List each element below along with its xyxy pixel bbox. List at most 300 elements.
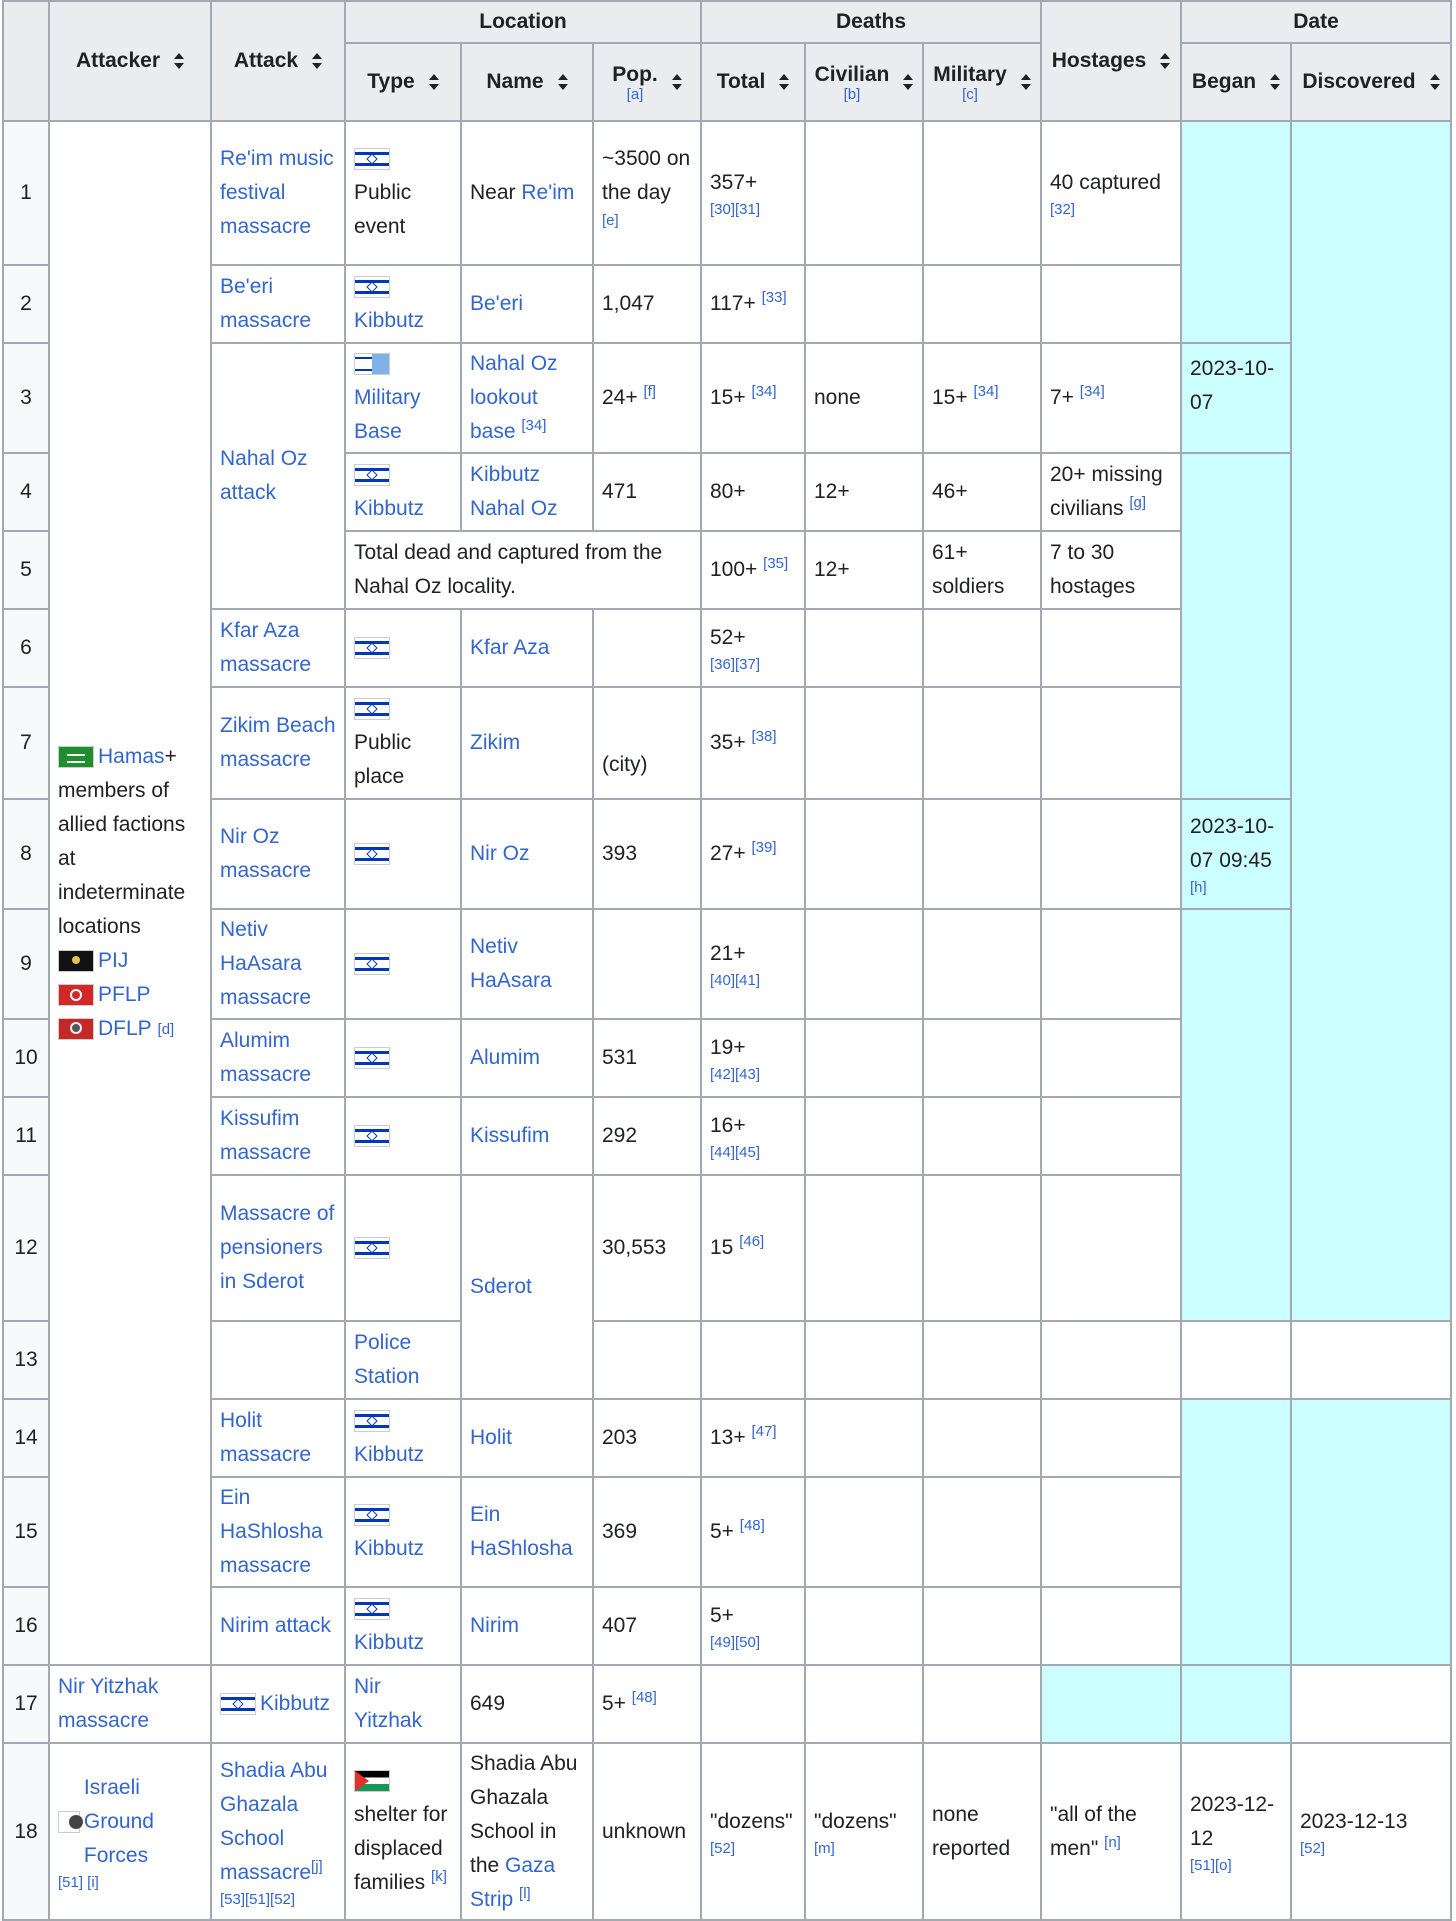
footnote-ref[interactable]: [d]: [157, 1020, 175, 1038]
name-cell: [462, 266, 594, 344]
footnote-ref[interactable]: [39]: [751, 839, 777, 856]
attack-cell: [212, 122, 346, 266]
began-cell: [1182, 910, 1292, 1322]
footnote-ref[interactable]: [51] [i]: [58, 1873, 99, 1891]
total-cell: 27+ [39]: [702, 800, 806, 910]
row-number: 4: [2, 454, 50, 532]
sort-icon[interactable]: [1160, 53, 1170, 69]
attack-link[interactable]: Kissufim massacre: [220, 1107, 312, 1164]
attack-link[interactable]: Nir Yitzhak massacre: [58, 1675, 159, 1732]
hostages-cell: [1042, 610, 1182, 688]
total-cell: 80+: [702, 454, 806, 532]
hostages-cell: [1042, 1588, 1182, 1666]
location-link[interactable]: Ein HaShlosha: [470, 1503, 573, 1560]
name-cell: [462, 1400, 594, 1478]
civilian-cell: [806, 1478, 924, 1588]
civilian-cell: [806, 1098, 924, 1176]
name-cell: [462, 610, 594, 688]
row-number: 11: [2, 1098, 50, 1176]
header-began[interactable]: Began: [1182, 44, 1292, 122]
footnote-ref[interactable]: [47]: [751, 1423, 777, 1440]
location-link[interactable]: Re'im: [521, 181, 575, 204]
footnote-ref[interactable]: [51][o]: [1190, 1856, 1232, 1874]
total-cell: 52+ [36][37]: [702, 610, 806, 688]
sort-icon[interactable]: [429, 74, 439, 90]
israel-flag-icon: [354, 843, 390, 865]
footnote-ref[interactable]: [g]: [1129, 494, 1147, 511]
began-cell: 2023-10-07 09:45 [h]: [1182, 800, 1292, 910]
pop-cell: 649: [462, 1666, 594, 1744]
military-cell: 46+: [924, 454, 1042, 532]
name-cell: [462, 1098, 594, 1176]
type-link[interactable]: Kibbutz: [354, 1537, 425, 1560]
attack-cell: [212, 1098, 346, 1176]
attack-cell: [212, 1322, 346, 1400]
hostages-cell: [1042, 1176, 1182, 1322]
row-number: 15: [2, 1478, 50, 1588]
pop-cell: 471: [594, 454, 702, 532]
attack-cell: [212, 1588, 346, 1666]
location-link[interactable]: Nir Oz: [470, 842, 530, 865]
row-number: 3: [2, 344, 50, 454]
attack-link[interactable]: Massacre of pensioners in Sderot: [220, 1202, 335, 1293]
type-link[interactable]: Military Base: [354, 386, 421, 443]
israel-flag-icon: [354, 148, 390, 170]
footnote-ref[interactable]: [35]: [763, 555, 789, 572]
attack-cell: [212, 266, 346, 344]
attack-link[interactable]: Re'im music festival massacre: [220, 147, 334, 238]
location-link[interactable]: Netiv HaAsara: [470, 935, 552, 992]
israel-flag-icon: [354, 953, 390, 975]
type-cell: [346, 800, 462, 910]
total-cell: [702, 1322, 806, 1400]
attack-cell: [212, 1744, 346, 1921]
civilian-cell: [806, 800, 924, 910]
total-cell: 21+ [40][41]: [702, 910, 806, 1020]
header-location: Location: [346, 0, 702, 44]
header-total[interactable]: Total: [702, 44, 806, 122]
footnote-ref[interactable]: [l]: [519, 1884, 531, 1902]
attack-link[interactable]: Zikim Beach massacre: [220, 714, 336, 771]
footnote-ref[interactable]: [e]: [602, 212, 619, 229]
israel-flag-icon: [354, 698, 390, 720]
footnote-ref[interactable]: [k]: [431, 1867, 447, 1885]
type-cell: [346, 1588, 462, 1666]
attacker-description: members of allied factions at indeterminate locations: [58, 779, 186, 938]
military-cell: [924, 1020, 1042, 1098]
attack-cell: [212, 1400, 346, 1478]
location-link[interactable]: Alumim: [470, 1046, 541, 1069]
footnote-ref[interactable]: [m]: [814, 1839, 835, 1857]
attacker-cell: [50, 1666, 212, 1744]
location-link[interactable]: Be'eri: [470, 292, 524, 315]
total-cell: 35+ [38]: [702, 688, 806, 800]
began-cell: [1182, 122, 1292, 344]
civilian-cell: [806, 266, 924, 344]
location-link[interactable]: Kibbutz Nahal Oz: [470, 463, 558, 520]
location-link[interactable]: Kfar Aza: [470, 636, 550, 659]
row-number: 7: [2, 688, 50, 800]
pop-cell: 292: [594, 1098, 702, 1176]
hostages-cell: [1042, 910, 1182, 1020]
empty-cell: [806, 1666, 924, 1744]
footnote-ref[interactable]: [j]: [311, 1857, 323, 1875]
header-military[interactable]: Military [c]: [924, 44, 1042, 122]
civilian-cell: [806, 688, 924, 800]
total-cell: 100+ [35]: [702, 532, 806, 610]
hamas-link[interactable]: Hamas: [98, 745, 165, 768]
dflp-link[interactable]: DFLP: [98, 1017, 152, 1040]
hostages-cell: [1042, 1400, 1182, 1478]
attack-cell: [212, 1478, 346, 1588]
header-type[interactable]: Type: [346, 44, 462, 122]
civilian-cell: [806, 1400, 924, 1478]
row-number: 17: [2, 1666, 50, 1744]
footnote-ref[interactable]: [34]: [751, 383, 777, 400]
total-cell: 19+ [42][43]: [702, 1020, 806, 1098]
row-number: 6: [2, 610, 50, 688]
footnote-ref[interactable]: [40][41]: [710, 972, 761, 989]
name-cell: [462, 688, 594, 800]
hostages-cell: 20+ missing civilians [g]: [1042, 454, 1182, 532]
hostages-cell: 7+ [34]: [1042, 344, 1182, 454]
type-link[interactable]: Kibbutz: [260, 1692, 331, 1715]
total-cell: 16+ [44][45]: [702, 1098, 806, 1176]
footnote-ref[interactable]: [49][50]: [710, 1634, 761, 1651]
footnote-ref[interactable]: [52]: [1300, 1839, 1326, 1857]
military-cell: [924, 1176, 1042, 1322]
civilian-cell: [806, 610, 924, 688]
military-cell: [924, 1322, 1042, 1400]
total-cell: 5+ [49][50]: [702, 1588, 806, 1666]
hostages-cell: [1042, 266, 1182, 344]
pop-cell: 531: [594, 1020, 702, 1098]
footnote-ref[interactable]: [34]: [973, 383, 999, 400]
location-link[interactable]: Nirim: [470, 1614, 519, 1637]
location-link[interactable]: Sderot: [470, 1275, 532, 1298]
pop-cell: ~3500 on the day [e]: [594, 122, 702, 266]
name-cell: Near Re'im: [462, 122, 594, 266]
pop-cell: (city): [594, 688, 702, 800]
footnote-ref[interactable]: [32]: [1050, 201, 1076, 218]
began-cell: 2023-12-12 [51][o]: [1182, 1744, 1292, 1921]
sort-icon[interactable]: [558, 74, 568, 90]
type-cell: [346, 1176, 462, 1322]
footnote-ref[interactable]: [a]: [626, 85, 644, 103]
attacker-cell: Hamas + members of allied factions at indeterminate locations PIJ PFLP DFLP [d]: [50, 122, 212, 1666]
israel-flag-icon: [354, 1504, 390, 1526]
type-cell: [346, 344, 462, 454]
date-cell: [1182, 1666, 1292, 1744]
type-cell: [346, 910, 462, 1020]
attacker-cell: [50, 1744, 212, 1921]
name-cell: [462, 1588, 594, 1666]
name-cell: Shadia Abu Ghazala School in the Gaza Strip [l]: [462, 1744, 594, 1921]
sort-icon[interactable]: [1430, 74, 1440, 90]
type-cell: shelter for displaced families [k]: [346, 1744, 462, 1921]
footnote-ref[interactable]: [52]: [710, 1839, 736, 1857]
pop-cell: 407: [594, 1588, 702, 1666]
attack-cell: [212, 800, 346, 910]
footnote-ref[interactable]: [44][45]: [710, 1144, 761, 1161]
footnote-ref[interactable]: [h]: [1190, 879, 1207, 896]
name-cell: [462, 800, 594, 910]
row-number: 8: [2, 800, 50, 910]
pij-flag-icon: [58, 950, 94, 972]
pop-cell: 24+ [f]: [594, 344, 702, 454]
footnote-ref[interactable]: [48]: [739, 1517, 765, 1534]
total-cell: 13+ [47]: [702, 1400, 806, 1478]
discovered-cell: [1292, 122, 1452, 1322]
location-link[interactable]: Gaza Strip: [470, 1853, 556, 1911]
row-number: 13: [2, 1322, 50, 1400]
hostages-cell: [1042, 688, 1182, 800]
row-number: 18: [2, 1744, 50, 1921]
israel-flag-icon: [354, 1125, 390, 1147]
row-number: 16: [2, 1588, 50, 1666]
israel-flag-icon: [354, 637, 390, 659]
pop-cell: 1,047: [594, 266, 702, 344]
israel-flag-icon: [354, 1237, 390, 1259]
military-cell: 15+ [34]: [924, 344, 1042, 454]
attack-link[interactable]: Shadia Abu Ghazala School massacre: [220, 1758, 328, 1884]
attack-cell: [212, 688, 346, 800]
name-cell: [462, 1176, 594, 1400]
attack-cell: [212, 910, 346, 1020]
sort-icon[interactable]: [312, 53, 322, 69]
type-cell: [346, 1478, 462, 1588]
footnote-ref[interactable]: [b]: [843, 85, 861, 103]
military-cell: [924, 800, 1042, 910]
attack-link[interactable]: Holit massacre: [220, 1409, 312, 1466]
footnote-ref[interactable]: [36][37]: [710, 656, 761, 673]
civilian-cell: [806, 1322, 924, 1400]
pop-cell: [594, 1322, 702, 1400]
israel-flag-icon: [220, 1693, 256, 1715]
sort-icon[interactable]: [1270, 74, 1280, 90]
footnote-ref[interactable]: [34]: [521, 417, 547, 434]
military-cell: [924, 610, 1042, 688]
type-cell: [346, 1098, 462, 1176]
date-cell: [1042, 1666, 1182, 1744]
location-link[interactable]: Nahal Oz lookout base: [470, 352, 558, 443]
row-number: 1: [2, 122, 50, 266]
israel-flag-icon: [354, 276, 390, 298]
footnote-ref[interactable]: [f]: [643, 383, 656, 400]
header-discovered[interactable]: Discovered: [1292, 44, 1452, 122]
military-cell: [924, 1098, 1042, 1176]
location-link[interactable]: Kissufim: [470, 1124, 550, 1147]
attack-cell: [212, 610, 346, 688]
pop-cell: 203: [594, 1400, 702, 1478]
attack-link[interactable]: Nir Oz massacre: [220, 825, 312, 882]
sort-icon[interactable]: [1021, 74, 1031, 90]
dflp-flag-icon: [58, 1018, 94, 1040]
type-cell: Public event: [346, 122, 462, 266]
header-index: [2, 0, 50, 122]
palestine-flag-icon: [354, 1770, 390, 1792]
header-date: Date: [1182, 0, 1452, 44]
civilian-cell: 12+: [806, 532, 924, 610]
began-cell: [1182, 1400, 1292, 1666]
footnote-ref[interactable]: [38]: [751, 728, 777, 745]
type-cell: [346, 454, 462, 532]
sort-icon[interactable]: [903, 74, 913, 90]
began-cell: [1182, 454, 1292, 800]
total-cell: 357+ [30][31]: [702, 122, 806, 266]
name-cell: [462, 1478, 594, 1588]
idf-flag-icon: [58, 1811, 80, 1833]
location-link[interactable]: Zikim: [470, 731, 521, 754]
hostages-cell: 7 to 30 hostages: [1042, 532, 1182, 610]
discovered-cell: [1292, 1400, 1452, 1666]
total-cell: 5+ [48]: [594, 1666, 702, 1744]
empty-cell: [702, 1666, 806, 1744]
footnote-ref[interactable]: [n]: [1104, 1833, 1121, 1851]
hamas-flag-icon: [58, 746, 94, 768]
civilian-cell: 12+: [806, 454, 924, 532]
type-link[interactable]: Police Station: [354, 1331, 420, 1388]
civilian-cell: "dozens" [m]: [806, 1744, 924, 1921]
total-cell: 15+ [34]: [702, 344, 806, 454]
type-cell: [346, 1322, 462, 1400]
name-cell: [346, 1666, 462, 1744]
row-number: 9: [2, 910, 50, 1020]
pop-cell: 393: [594, 800, 702, 910]
pop-cell: 30,553: [594, 1176, 702, 1322]
military-cell: [924, 122, 1042, 266]
military-cell: [924, 1478, 1042, 1588]
footnote-ref[interactable]: [c]: [962, 85, 978, 103]
civilian-cell: [806, 1176, 924, 1322]
hostages-cell: "all of the men" [n]: [1042, 1744, 1182, 1921]
header-pop[interactable]: Pop. [a]: [594, 44, 702, 122]
footnote-ref[interactable]: [48]: [631, 1689, 657, 1706]
israel-air-force-flag-icon: [354, 353, 390, 375]
row-number: 2: [2, 266, 50, 344]
header-civilian[interactable]: Civilian [b]: [806, 44, 924, 122]
attacker-link[interactable]: Israeli Ground Forces: [83, 1775, 154, 1867]
header-hostages[interactable]: Hostages: [1042, 0, 1182, 122]
total-cell: 117+ [33]: [702, 266, 806, 344]
military-cell: none reported: [924, 1744, 1042, 1921]
pflp-link[interactable]: PFLP: [98, 983, 151, 1006]
began-cell: 2023-10-07: [1182, 344, 1292, 454]
header-name[interactable]: Name: [462, 44, 594, 122]
row-number: 10: [2, 1020, 50, 1098]
sort-icon[interactable]: [174, 53, 184, 69]
civilian-cell: none: [806, 344, 924, 454]
hostages-cell: [1042, 1478, 1182, 1588]
sort-icon[interactable]: [672, 74, 682, 90]
israel-flag-icon: [354, 464, 390, 486]
military-cell: [924, 688, 1042, 800]
location-link[interactable]: Nir Yitzhak: [354, 1675, 423, 1732]
hostages-cell: 40 captured [32]: [1042, 122, 1182, 266]
civilian-cell: [806, 1588, 924, 1666]
military-cell: [924, 266, 1042, 344]
location-link[interactable]: Holit: [470, 1426, 513, 1449]
type-cell: [346, 1020, 462, 1098]
israel-flag-icon: [354, 1598, 390, 1620]
type-link[interactable]: Kibbutz: [354, 1631, 425, 1654]
civilian-cell: [806, 1020, 924, 1098]
row-number: 12: [2, 1176, 50, 1322]
attack-link[interactable]: Kfar Aza massacre: [220, 619, 312, 676]
footnote-ref[interactable]: [33]: [761, 289, 787, 306]
footnote-ref[interactable]: [34]: [1079, 383, 1105, 400]
discovered-cell: 2023-12-13 [52]: [1292, 1744, 1452, 1921]
israel-flag-icon: [354, 1047, 390, 1069]
type-cell: [346, 266, 462, 344]
military-cell: [924, 1588, 1042, 1666]
footnote-ref[interactable]: [42][43]: [710, 1066, 761, 1083]
type-link[interactable]: Kibbutz: [354, 497, 425, 520]
header-attack[interactable]: Attack: [212, 0, 346, 122]
empty-cell: [924, 1666, 1042, 1744]
civilian-cell: [806, 122, 924, 266]
attack-cell: [212, 1020, 346, 1098]
row-number: 5: [2, 532, 50, 610]
sort-icon[interactable]: [779, 74, 789, 90]
type-link[interactable]: Kibbutz: [354, 309, 425, 332]
type-link[interactable]: Kibbutz: [354, 1443, 425, 1466]
row-number: 14: [2, 1400, 50, 1478]
locality-note: Total dead and captured from the Nahal Oz locality.: [346, 532, 702, 610]
israel-flag-icon: [354, 1410, 390, 1432]
total-cell: 5+ [48]: [702, 1478, 806, 1588]
type-cell: [346, 610, 462, 688]
attack-link[interactable]: Be'eri massacre: [220, 275, 312, 332]
military-cell: 61+ soldiers: [924, 532, 1042, 610]
type-cell: [212, 1666, 346, 1744]
discovered-cell: [1292, 1322, 1452, 1400]
began-cell: [1182, 1322, 1292, 1400]
footnote-ref[interactable]: [30][31]: [710, 201, 761, 218]
footnote-ref[interactable]: [46]: [739, 1233, 765, 1250]
civilian-cell: [806, 910, 924, 1020]
attack-link[interactable]: Ein HaShlosha massacre: [220, 1486, 323, 1577]
name-cell: [462, 454, 594, 532]
header-attacker[interactable]: Attacker: [50, 0, 212, 122]
pop-cell: [594, 910, 702, 1020]
empty-cell: [1292, 1666, 1452, 1744]
header-deaths: Deaths: [702, 0, 1042, 44]
pflp-flag-icon: [58, 984, 94, 1006]
attack-link[interactable]: Alumim massacre: [220, 1029, 312, 1086]
attacks-table: [2, 0, 1452, 1921]
hostages-cell: [1042, 1322, 1182, 1400]
name-cell: [462, 1020, 594, 1098]
military-cell: [924, 910, 1042, 1020]
total-cell: 15 [46]: [702, 1176, 806, 1322]
total-cell: "dozens" [52]: [702, 1744, 806, 1921]
pij-link[interactable]: PIJ: [98, 949, 129, 972]
attack-link[interactable]: Nirim attack: [220, 1614, 331, 1637]
military-cell: [924, 1400, 1042, 1478]
attack-link[interactable]: Nahal Oz attack: [220, 447, 308, 504]
type-cell: Public place: [346, 688, 462, 800]
hostages-cell: [1042, 800, 1182, 910]
footnote-ref[interactable]: [53][51][52]: [220, 1890, 296, 1908]
pop-cell: [594, 610, 702, 688]
attack-cell: [212, 1176, 346, 1322]
attack-link[interactable]: Netiv HaAsara massacre: [220, 918, 312, 1009]
pop-cell: 369: [594, 1478, 702, 1588]
name-cell: [462, 910, 594, 1020]
name-cell: [462, 344, 594, 454]
type-cell: [346, 1400, 462, 1478]
